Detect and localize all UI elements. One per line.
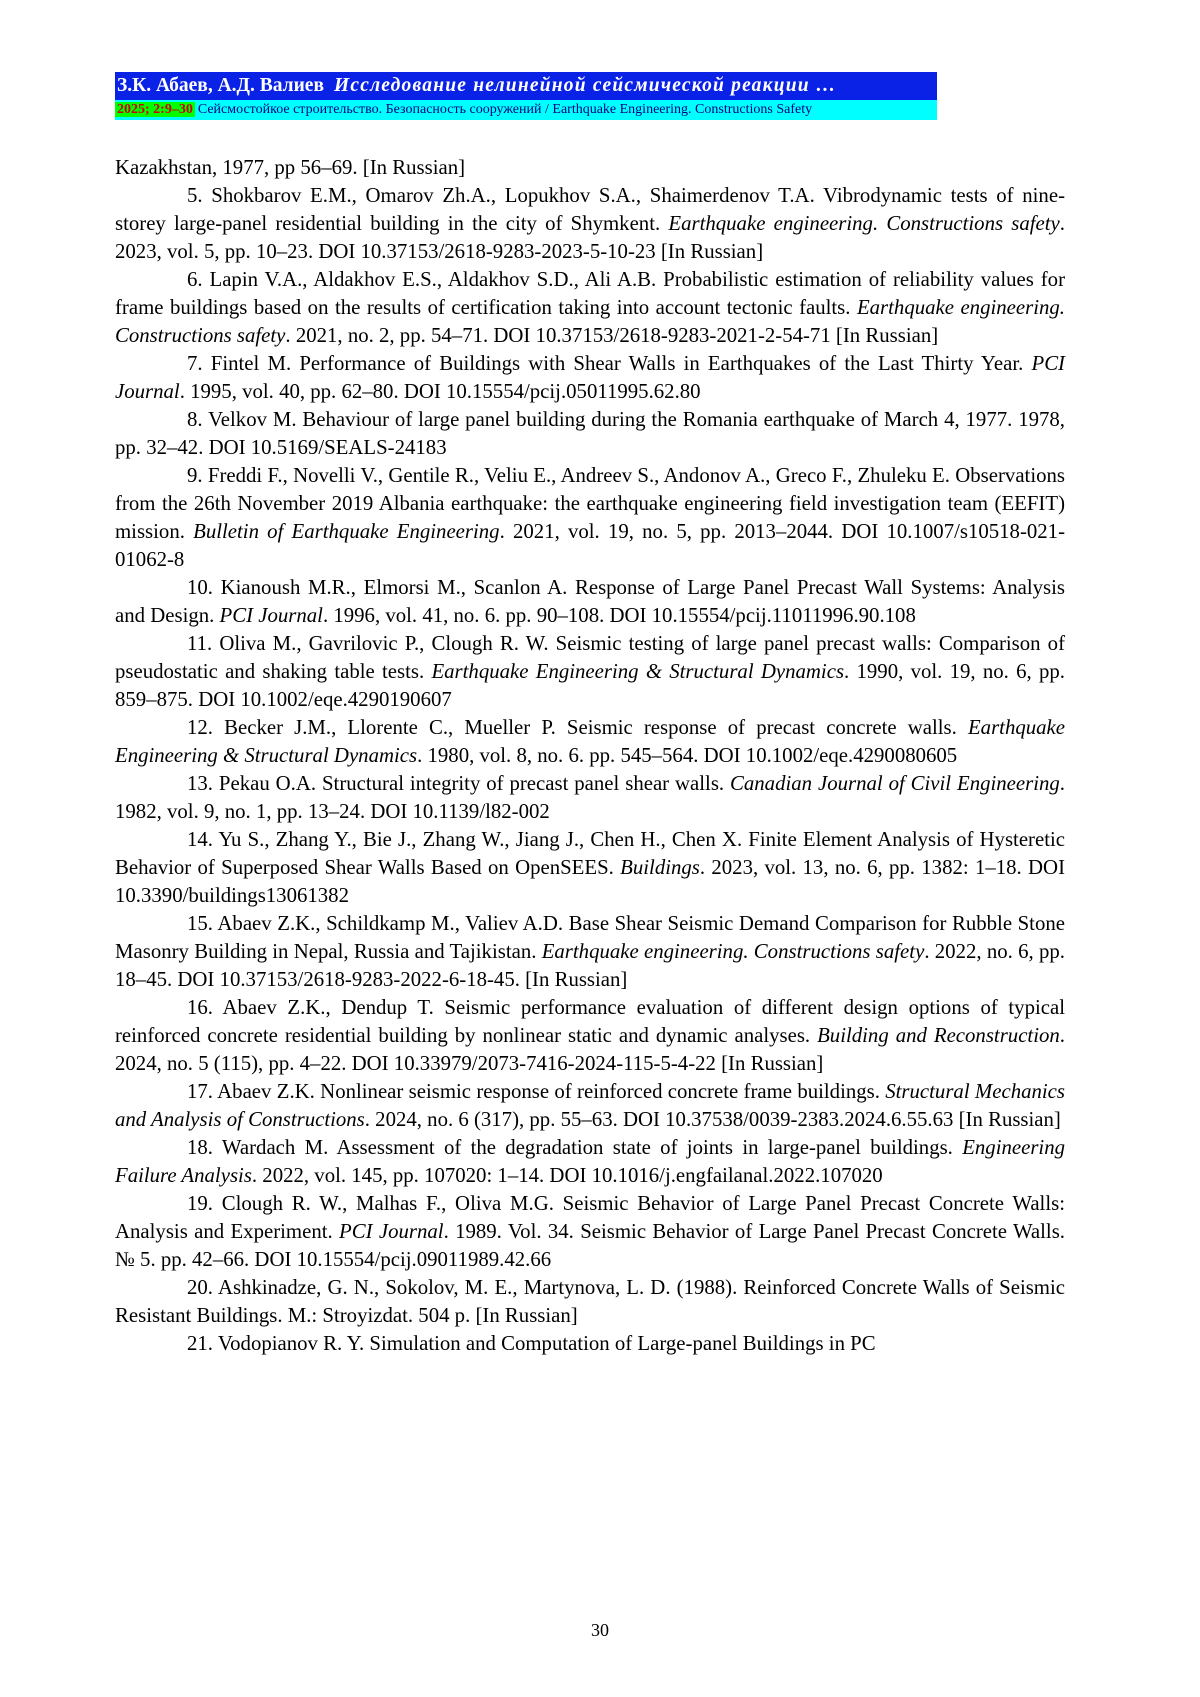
header-issue: 2025; 2:9–30	[115, 102, 195, 117]
header-authors: З.К. Абаев, А.Д. Валиев	[117, 75, 324, 96]
running-header	[115, 72, 937, 120]
reference-item: 6. Lapin V.A., Aldakhov E.S., Aldakhov S.D., Ali A.B. Probabilistic estimation of reliability values for frame buildings based on the results of certification taking into account tectonic faults. Earthquake engineering. Constructions safety. 2021, no. 2, pp. 54–71. DOI 10.37153/2618-9283-2021-2-54-71 [In Russian]	[115, 266, 1065, 350]
reference-item: 10. Kianoush M.R., Elmorsi M., Scanlon A. Response of Large Panel Precast Wall Systems: Analysis and Design. PCI Journal. 1996, vol. 41, no. 6. pp. 90–108. DOI 10.15554/pcij.11011996.90.108	[115, 574, 1065, 630]
reference-item: 7. Fintel M. Performance of Buildings with Shear Walls in Earthquakes of the Last Thirty Year. PCI Journal. 1995, vol. 40, pp. 62–80. DOI 10.15554/pcij.05011995.62.80	[115, 350, 1065, 406]
reference-item: 19. Clough R. W., Malhas F., Oliva M.G. Seismic Behavior of Large Panel Precast Concrete Walls: Analysis and Experiment. PCI Journal. 1989. Vol. 34. Seismic Behavior of Large Panel Precast Concrete Walls. № 5. pp. 42–66. DOI 10.15554/pcij.09011989.42.66	[115, 1190, 1065, 1274]
reference-item: 8. Velkov M. Behaviour of large panel building during the Romania earthquake of March 4, 1977. 1978, pp. 32–42. DOI 10.5169/SEALS-24183	[115, 406, 1065, 462]
reference-item: 18. Wardach M. Assessment of the degradation state of joints in large-panel buildings. Engineering Failure Analysis. 2022, vol. 145, pp. 107020: 1–14. DOI 10.1016/j.engfailanal.2022.107020	[115, 1134, 1065, 1190]
reference-item: 11. Oliva M., Gavrilovic P., Clough R. W. Seismic testing of large panel precast walls: Comparison of pseudostatic and shaking table tests. Earthquake Engineering & Structural Dynamics. 1990, vol. 19, no. 6, pp. 859–875. DOI 10.1002/eqe.4290190607	[115, 630, 1065, 714]
reference-item: 17. Abaev Z.K. Nonlinear seismic response of reinforced concrete frame buildings. Structural Mechanics and Analysis of Constructions. 2024, no. 6 (317), pp. 55–63. DOI 10.37538/0039-2383.2024.6.55.63 [In Russian]	[115, 1078, 1065, 1134]
reference-item: 20. Ashkinadze, G. N., Sokolov, M. E., Martynova, L. D. (1988). Reinforced Concrete Walls of Seismic Resistant Buildings. M.: Stroyizdat. 504 p. [In Russian]	[115, 1274, 1065, 1330]
page-number: 30	[0, 1620, 1200, 1641]
reference-item: 21. Vodopianov R. Y. Simulation and Computation of Large-panel Buildings in PC	[115, 1330, 1065, 1358]
reference-item: 15. Abaev Z.K., Schildkamp M., Valiev A.D. Base Shear Seismic Demand Comparison for Rubble Stone Masonry Building in Nepal, Russia and Tajikistan. Earthquake engineering. Constructions safety. 2022, no. 6, pp. 18–45. DOI 10.37153/2618-9283-2022-6-18-45. [In Russian]	[115, 910, 1065, 994]
reference-continuation: Kazakhstan, 1977, pp 56–69. [In Russian]	[115, 154, 1065, 182]
reference-item: 5. Shokbarov E.M., Omarov Zh.A., Lopukhov S.A., Shaimerdenov T.A. Vibrodynamic tests of nine-storey large-panel residential building in the city of Shymkent. Earthquake engineering. Constructions safety. 2023, vol. 5, pp. 10–23. DOI 10.37153/2618-9283-2023-5-10-23 [In Russian]	[115, 182, 1065, 266]
header-article-title: Исследование нелинейной сейсмической реакции …	[334, 75, 837, 96]
reference-item: 12. Becker J.M., Llorente C., Mueller P. Seismic response of precast concrete walls. Earthquake Engineering & Structural Dynamics. 1980, vol. 8, no. 6. pp. 545–564. DOI 10.1002/eqe.4290080605	[115, 714, 1065, 770]
header-journal-bar	[115, 100, 937, 120]
reference-item: 16. Abaev Z.K., Dendup T. Seismic performance evaluation of different design options of typical reinforced concrete residential building by nonlinear static and dynamic analyses. Building and Reconstruction. 2024, no. 5 (115), pp. 4–22. DOI 10.33979/2073-7416-2024-115-5-4-22 [In Russian]	[115, 994, 1065, 1078]
reference-item: 9. Freddi F., Novelli V., Gentile R., Veliu E., Andreev S., Andonov A., Greco F., Zhuleku E. Observations from the 26th November 2019 Albania earthquake: the earthquake engineering field investigation team (EEFIT) mission. Bulletin of Earthquake Engineering. 2021, vol. 19, no. 5, pp. 2013–2044. DOI 10.1007/s10518-021-01062-8	[115, 462, 1065, 574]
header-journal-name: Сейсмостойкое строительство. Безопасность сооружений / Earthquake Engineering. Constructions Safety	[195, 102, 812, 117]
header-authors-title-bar	[115, 72, 937, 100]
reference-item: 14. Yu S., Zhang Y., Bie J., Zhang W., Jiang J., Chen H., Chen X. Finite Element Analysis of Hysteretic Behavior of Superposed Shear Walls Based on OpenSEES. Buildings. 2023, vol. 13, no. 6, pp. 1382: 1–18. DOI 10.3390/buildings13061382	[115, 826, 1065, 910]
reference-item: 13. Pekau O.A. Structural integrity of precast panel shear walls. Canadian Journal of Civil Engineering. 1982, vol. 9, no. 1, pp. 13–24. DOI 10.1139/l82-002	[115, 770, 1065, 826]
reference-list	[115, 154, 1065, 1358]
